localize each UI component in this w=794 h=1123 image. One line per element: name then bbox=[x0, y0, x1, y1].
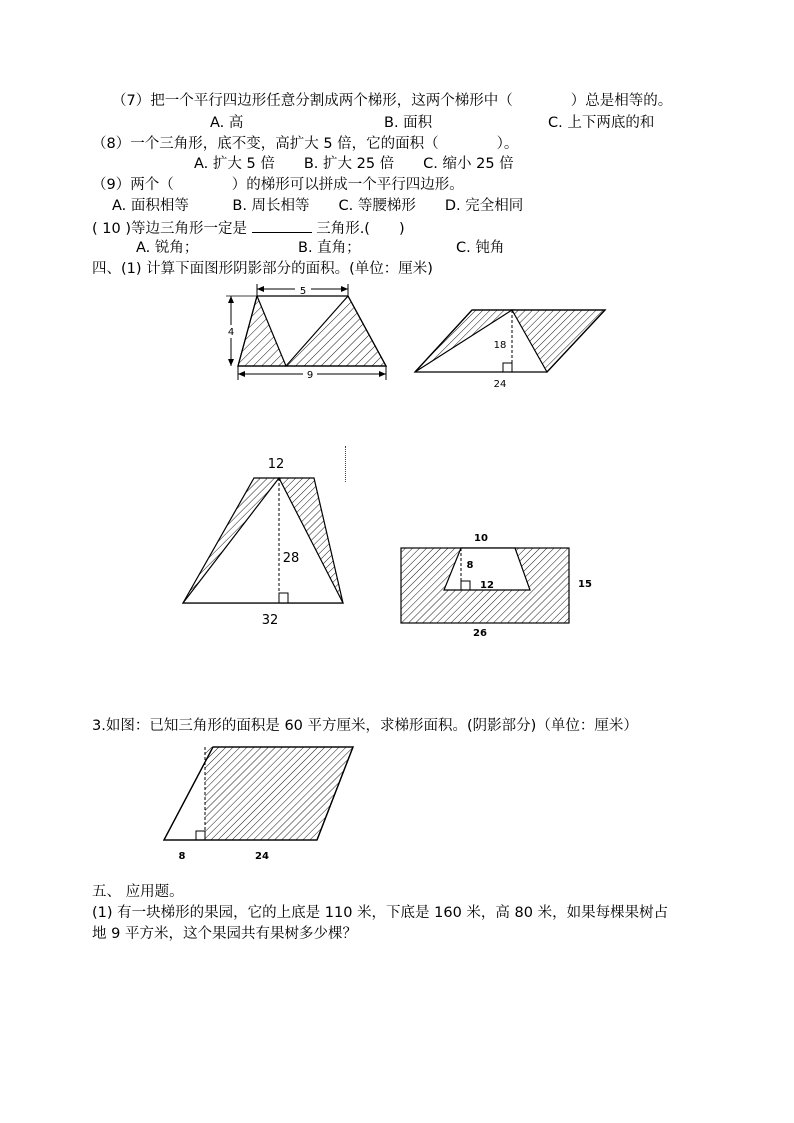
shaded-trapezoid bbox=[205, 747, 353, 840]
fig5-right-label: 24 bbox=[255, 851, 269, 862]
fig2-base-label: 24 bbox=[493, 379, 507, 390]
problem-1-line-1: (1) 有一块梯形的果园，它的上底是 110 米，下底是 160 米，高 80 米，如果每棵果树占 bbox=[92, 905, 669, 921]
q7-stem: （7）把一个平行四边形任意分割成两个梯形，这两个梯形中（ ）总是相等的。 bbox=[112, 93, 673, 109]
fig4-width-label: 26 bbox=[473, 628, 487, 639]
q10-stem-part1: ( 10 )等边三角形一定是 bbox=[92, 221, 247, 237]
q3-text: 3.如图：已知三角形的面积是 60 平方厘米，求梯形面积。(阴影部分)（单位：厘米） bbox=[92, 718, 638, 734]
q8-stem: （8）一个三角形，底不变，高扩大 5 倍，它的面积（ ）。 bbox=[92, 136, 519, 152]
fig5-left-label: 8 bbox=[178, 851, 186, 862]
fig1-height-label: 4 bbox=[227, 327, 235, 338]
figure-parallelogram-shaded bbox=[410, 305, 610, 390]
q10-stem bbox=[92, 218, 405, 238]
figure-parallelogram-trapezoid bbox=[160, 742, 360, 867]
fig3-height-label: 28 bbox=[282, 551, 300, 566]
q10-option-a: A. 锐角； bbox=[136, 240, 199, 256]
q7-option-c: C. 上下两底的和 bbox=[548, 115, 655, 131]
section-4-heading: 四、(1) 计算下面图形阴影部分的面积。(单位：厘米) bbox=[92, 261, 433, 277]
fig4-side-label: 15 bbox=[578, 579, 592, 590]
fig1-bottom-label: 9 bbox=[306, 370, 314, 381]
fig1-top-label: 5 bbox=[299, 286, 307, 297]
fig3-bottom-label: 32 bbox=[261, 613, 279, 628]
problem-1-line-2: 地 9 平方米，这个果园共有果树多少棵？ bbox=[92, 926, 357, 942]
figure-trapezoid-inner-triangle bbox=[175, 450, 360, 630]
q10-stem-part2: 三角形.( ) bbox=[316, 221, 405, 237]
fig4-top-label: 10 bbox=[474, 533, 488, 544]
q9-stem: （9）两个（ ）的梯形可以拼成一个平行四边形。 bbox=[92, 177, 464, 193]
figure-trapezoid-shaded-triangles bbox=[220, 280, 400, 385]
fig4-height-label: 8 bbox=[466, 560, 474, 571]
q9-options: A. 面积相等 B. 周长相等 C. 等腰梯形 D. 完全相同 bbox=[112, 198, 524, 214]
fig2-height-label: 18 bbox=[493, 340, 507, 351]
q8-options: A. 扩大 5 倍 B. 扩大 25 倍 C. 缩小 25 倍 bbox=[194, 156, 514, 172]
figure-rectangle-trapezoid bbox=[395, 530, 600, 645]
q10-answer-blank[interactable] bbox=[252, 218, 312, 233]
q10-option-b: B. 直角； bbox=[298, 240, 361, 256]
q10-option-c: C. 钝角 bbox=[456, 240, 505, 256]
q7-option-b: B. 面积 bbox=[384, 115, 433, 131]
fig4-inner-bottom-label: 12 bbox=[480, 580, 494, 591]
q7-option-a: A. 高 bbox=[210, 115, 244, 131]
section-5-heading: 五、 应用题。 bbox=[92, 884, 184, 900]
fig3-top-label: 12 bbox=[267, 457, 285, 472]
